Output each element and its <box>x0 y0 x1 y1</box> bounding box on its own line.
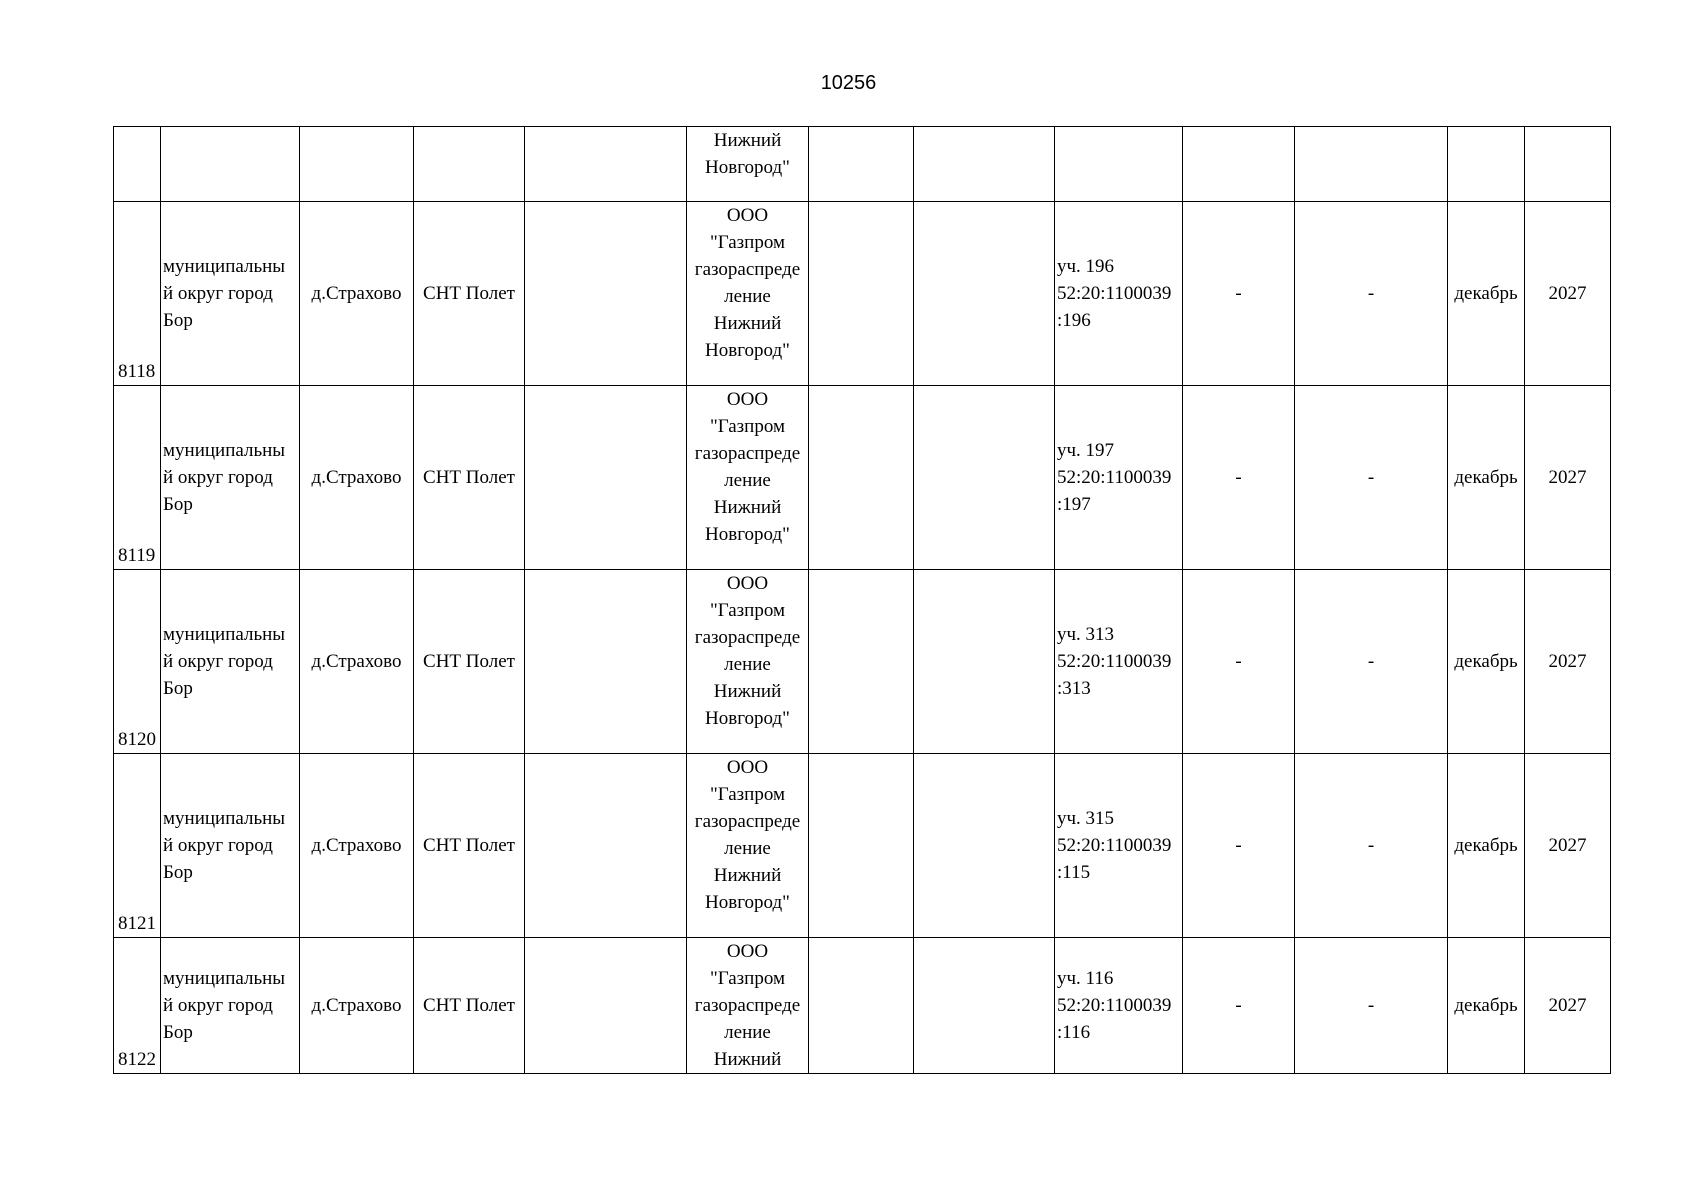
cell-settlement: СНТ Полет <box>414 386 525 570</box>
org-line: Новгород" <box>705 157 790 178</box>
org-line: газораспреде <box>694 995 801 1016</box>
cell-year: 2027 <box>1525 754 1611 938</box>
parcel-line: 52:20:1100039 <box>1057 995 1172 1016</box>
cell-empty <box>525 938 687 1074</box>
cell-dash: - <box>1183 570 1295 754</box>
district-line: муниципальны <box>163 968 286 989</box>
cell-empty <box>809 938 914 1074</box>
cell-organization <box>687 754 809 938</box>
org-line: ООО <box>726 389 769 410</box>
district-line: Бор <box>163 678 193 699</box>
org-line: Нижний <box>713 497 782 518</box>
table-row <box>114 754 1611 938</box>
cell-year: 2027 <box>1525 938 1611 1074</box>
cell-dash: - <box>1183 938 1295 1074</box>
cell-village: д.Страхово <box>300 386 414 570</box>
parcel-line: 52:20:1100039 <box>1057 651 1172 672</box>
parcel-line: уч. 196 <box>1057 256 1115 277</box>
cell-village <box>300 127 414 202</box>
cell-organization <box>687 938 809 1074</box>
table-row <box>114 386 1611 570</box>
cell-village: д.Страхово <box>300 754 414 938</box>
cell-empty <box>809 386 914 570</box>
cell-dash: - <box>1183 754 1295 938</box>
org-line: "Газпром <box>709 600 786 621</box>
org-line: Новгород" <box>705 524 790 545</box>
cell-organization <box>687 386 809 570</box>
district-line: муниципальны <box>163 256 286 277</box>
cell-village: д.Страхово <box>300 938 414 1074</box>
cell-empty <box>914 938 1055 1074</box>
district-line: муниципальны <box>163 624 286 645</box>
parcel-line: уч. 313 <box>1057 624 1115 645</box>
org-line: Нижний <box>713 865 782 886</box>
cell-empty <box>914 386 1055 570</box>
cell-empty <box>809 754 914 938</box>
cell-empty <box>809 570 914 754</box>
org-line: Нижний <box>713 130 782 151</box>
cell-num: 8119 <box>114 386 161 570</box>
cell-organization <box>687 127 809 202</box>
district-line: й округ город <box>163 283 273 304</box>
cell-village: д.Страхово <box>300 202 414 386</box>
cell-empty <box>525 202 687 386</box>
district-line: муниципальны <box>163 440 286 461</box>
page-number: 10256 <box>820 72 877 94</box>
parcel-line: 52:20:1100039 <box>1057 467 1172 488</box>
cell-organization <box>687 202 809 386</box>
org-line: Новгород" <box>705 340 790 361</box>
cell-num: 8120 <box>114 570 161 754</box>
cell-empty <box>809 127 914 202</box>
cell-settlement: СНТ Полет <box>414 754 525 938</box>
cell-year: 2027 <box>1525 570 1611 754</box>
parcel-line: 52:20:1100039 <box>1057 835 1172 856</box>
cell-dash: - <box>1295 938 1448 1074</box>
cell-district <box>161 938 300 1074</box>
org-line: Нижний <box>713 313 782 334</box>
cell-month: декабрь <box>1448 202 1525 386</box>
cell-year <box>1525 127 1611 202</box>
table-row-continuation <box>114 127 1611 202</box>
org-line: ление <box>724 470 771 491</box>
cell-empty <box>914 570 1055 754</box>
cell-organization <box>687 570 809 754</box>
org-line: ление <box>724 1022 771 1043</box>
parcel-line: :313 <box>1057 678 1091 699</box>
cell-empty <box>914 202 1055 386</box>
district-line: й округ город <box>163 651 273 672</box>
org-line: "Газпром <box>709 232 786 253</box>
org-line: "Газпром <box>709 784 786 805</box>
cell-parcel <box>1055 938 1183 1074</box>
cell-parcel <box>1055 570 1183 754</box>
cell-settlement: СНТ Полет <box>414 570 525 754</box>
cell-month: декабрь <box>1448 938 1525 1074</box>
cell-parcel <box>1055 127 1183 202</box>
table-row <box>114 938 1611 1074</box>
cell-empty <box>914 754 1055 938</box>
parcel-line: :115 <box>1057 862 1091 883</box>
district-line: Бор <box>163 862 193 883</box>
cell-year: 2027 <box>1525 202 1611 386</box>
cell-settlement: СНТ Полет <box>414 938 525 1074</box>
cell-parcel <box>1055 386 1183 570</box>
org-line: ООО <box>726 941 769 962</box>
org-line: ление <box>724 838 771 859</box>
district-line: й округ город <box>163 835 273 856</box>
cell-empty <box>914 127 1055 202</box>
cell-settlement <box>414 127 525 202</box>
cell-empty <box>809 202 914 386</box>
cell-settlement: СНТ Полет <box>414 202 525 386</box>
parcel-line: :197 <box>1057 494 1091 515</box>
cell-district <box>161 127 300 202</box>
cell-month: декабрь <box>1448 386 1525 570</box>
district-line: й округ город <box>163 467 273 488</box>
parcel-line: :196 <box>1057 310 1091 331</box>
parcel-line: уч. 116 <box>1057 968 1114 989</box>
cell-empty <box>525 570 687 754</box>
table-row <box>114 570 1611 754</box>
org-line: газораспреде <box>694 443 801 464</box>
cell-dash: - <box>1295 570 1448 754</box>
org-line: ление <box>724 654 771 675</box>
cell-year: 2027 <box>1525 386 1611 570</box>
district-line: муниципальны <box>163 808 286 829</box>
table-row <box>114 202 1611 386</box>
org-line: Нижний <box>713 681 782 702</box>
cell-dash: - <box>1183 202 1295 386</box>
cell-parcel <box>1055 202 1183 386</box>
registry-table <box>113 126 1611 1074</box>
cell-dash: - <box>1183 386 1295 570</box>
cell-district <box>161 570 300 754</box>
org-line: газораспреде <box>694 627 801 648</box>
parcel-line: уч. 315 <box>1057 808 1115 829</box>
cell-dash: - <box>1295 202 1448 386</box>
org-line: "Газпром <box>709 968 786 989</box>
district-line: Бор <box>163 1022 193 1043</box>
cell-parcel <box>1055 754 1183 938</box>
cell-month: декабрь <box>1448 570 1525 754</box>
district-line: Бор <box>163 310 193 331</box>
cell-num: 8118 <box>114 202 161 386</box>
district-line: Бор <box>163 494 193 515</box>
org-line: Новгород" <box>705 708 790 729</box>
cell-dash <box>1183 127 1295 202</box>
parcel-line: 52:20:1100039 <box>1057 283 1172 304</box>
cell-num: 8121 <box>114 754 161 938</box>
cell-dash: - <box>1295 386 1448 570</box>
cell-month: декабрь <box>1448 754 1525 938</box>
parcel-line: :116 <box>1057 1022 1091 1043</box>
org-line: ООО <box>726 757 769 778</box>
org-line: ООО <box>726 205 769 226</box>
parcel-line: уч. 197 <box>1057 440 1115 461</box>
cell-num <box>114 127 161 202</box>
org-line: Нижний <box>713 1049 782 1070</box>
cell-dash: - <box>1295 754 1448 938</box>
cell-empty <box>525 127 687 202</box>
cell-dash <box>1295 127 1448 202</box>
org-line: "Газпром <box>709 416 786 437</box>
org-line: ление <box>724 286 771 307</box>
cell-num: 8122 <box>114 938 161 1074</box>
cell-month <box>1448 127 1525 202</box>
cell-empty <box>525 386 687 570</box>
org-line: Новгород" <box>705 892 790 913</box>
district-line: й округ город <box>163 995 273 1016</box>
cell-village: д.Страхово <box>300 570 414 754</box>
org-line: газораспреде <box>694 259 801 280</box>
org-line: ООО <box>726 573 769 594</box>
cell-district <box>161 386 300 570</box>
cell-empty <box>525 754 687 938</box>
cell-district <box>161 202 300 386</box>
org-line: газораспреде <box>694 811 801 832</box>
cell-district <box>161 754 300 938</box>
